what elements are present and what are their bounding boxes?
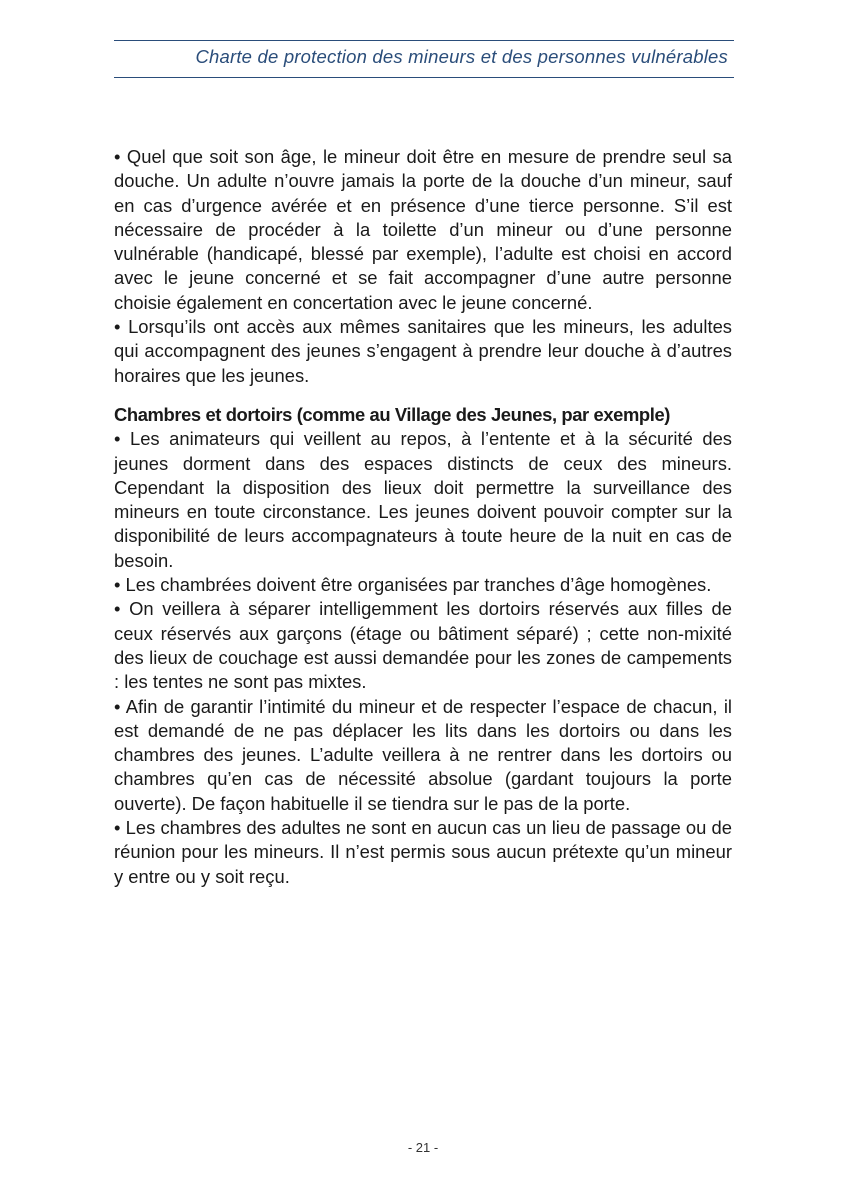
page-body [114,145,732,889]
paragraph-privacy-beds: • Afin de garantir l’intimité du mineur et de respecter l’espace de chacun, il est demandé de ne pas déplacer les lits dans les dortoirs ou dans les chambres des jeunes. L’adulte veillera à ne rentrer dans les dortoirs ou chambres qu’en cas de nécessité absolue (gardant toujours la porte ouverte). De façon habituelle il se tiendra sur le pas de la porte. [114,695,732,814]
paragraph-shower-privacy: • Quel que soit son âge, le mineur doit être en mesure de prendre seul sa douche. Un adulte n’ouvre jamais la porte de la douche d’un mineur, sauf en cas d’urgence avérée et en présence d’une tierce personne. S’il est nécessaire de procéder à la toilette d’un mineur ou d’une personne vulnérable (handicapé, blessé par exemple), l’adulte est choisi en accord avec le jeune concerné et se fait accompagner d’une autre personne choisie également en concertation avec le jeune concerné. [114,146,732,313]
section-spacer [114,388,732,403]
paragraph-supervisors-sleeping: • Les animateurs qui veillent au repos, à l’entente et à la sécurité des jeunes dorment dans des espaces distincts de ceux des mineurs. Cependant la disposition des lieux doit permettre la surveillance des mineurs en toute circonstance. Les jeunes doivent pouvoir compter sur la disponibilité de leurs accompagnateurs à toute heure de la nuit en cas de besoin. [114,428,732,571]
paragraph-gender-separation: • On veillera à séparer intelligemment les dortoirs réservés aux filles de ceux réservés aux garçons (étage ou bâtiment séparé) ; cette non-mixité des lieux de couchage est aussi demandée pour les zones de campements : les tentes ne sont pas mixtes. [114,598,732,693]
page-number: - 21 - [407,1140,439,1155]
paragraph-shared-sanitary: • Lorsqu’ils ont accès aux mêmes sanitaires que les mineurs, les adultes qui accompagnent des jeunes s’engagent à prendre leur douche à d’autres horaires que les jeunes. [114,316,732,386]
document-title: Charte de protection des mineurs et des personnes vulnérables [195,46,728,67]
page-header [114,40,734,78]
paragraph-age-groups: • Les chambrées doivent être organisées par tranches d’âge homogènes. [114,574,712,596]
paragraph-adult-rooms: • Les chambres des adultes ne sont en aucun cas un lieu de passage ou de réunion pour les mineurs. Il n’est permis sous aucun prétexte qu’un mineur y entre ou y soit reçu. [114,817,732,887]
section-heading-dormitories: Chambres et dortoirs (comme au Village des Jeunes, par exemple) [114,403,671,425]
